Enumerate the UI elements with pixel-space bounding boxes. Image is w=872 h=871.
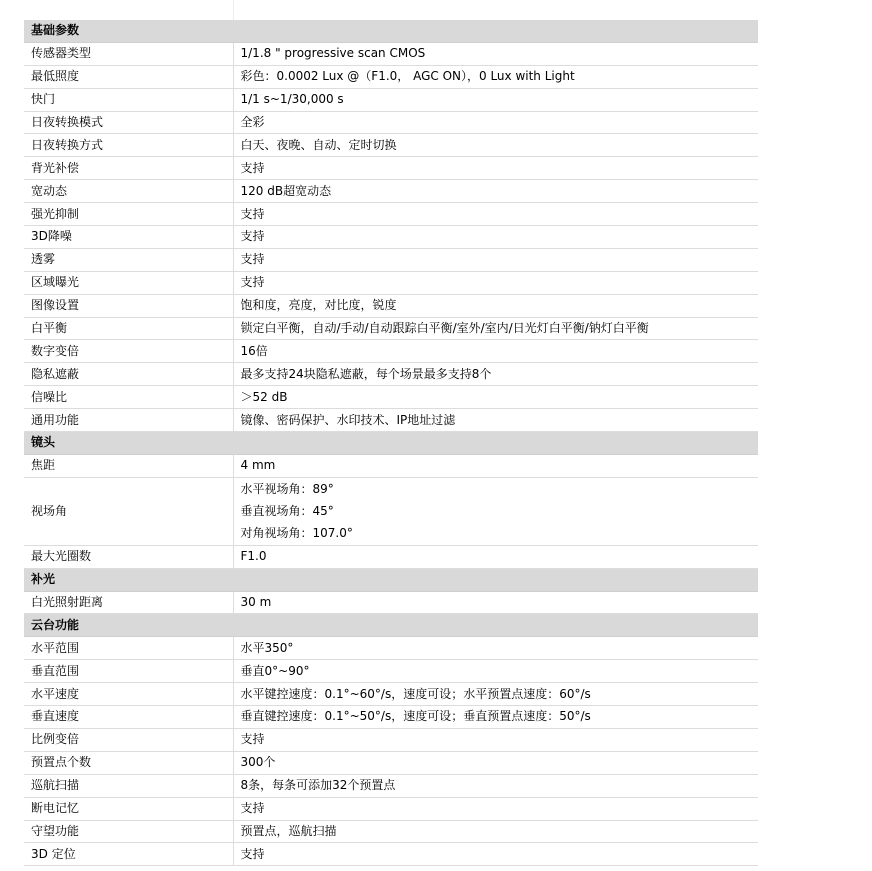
row-value: 支持 [233, 157, 758, 180]
row-value-multiline [233, 477, 758, 545]
row-value: 预置点，巡航扫描 [233, 820, 758, 843]
row-value: 4 mm [233, 454, 758, 477]
row-value: 16倍 [233, 340, 758, 363]
table-row [24, 728, 758, 751]
section-title: 镜头 [24, 432, 758, 455]
row-label: 隐私遮蔽 [24, 363, 233, 386]
table-row [24, 751, 758, 774]
table-row [24, 157, 758, 180]
row-label: 通用功能 [24, 409, 233, 432]
table-row [24, 294, 758, 317]
row-label: 传感器类型 [24, 42, 233, 65]
table-row [24, 363, 758, 386]
row-label: 水平速度 [24, 683, 233, 706]
table-row [24, 386, 758, 409]
row-value: 支持 [233, 248, 758, 271]
row-label: 快门 [24, 88, 233, 111]
row-value: 8条，每条可添加32个预置点 [233, 774, 758, 797]
row-value: 支持 [233, 797, 758, 820]
row-value: 支持 [233, 843, 758, 866]
row-label: 白光照射距离 [24, 591, 233, 614]
row-value: 垂直0°~90° [233, 660, 758, 683]
row-label: 守望功能 [24, 820, 233, 843]
table-row [24, 111, 758, 134]
section-title: 基础参数 [24, 20, 758, 42]
table-row [24, 271, 758, 294]
row-label: 视场角 [24, 477, 233, 545]
row-label: 预置点个数 [24, 751, 233, 774]
row-label: 垂直速度 [24, 706, 233, 729]
table-row [24, 797, 758, 820]
table-row [24, 774, 758, 797]
row-label: 断电记忆 [24, 797, 233, 820]
row-label: 强光抑制 [24, 203, 233, 226]
table-row [24, 637, 758, 660]
section-header-lens [24, 432, 758, 455]
table-row [24, 545, 758, 568]
table-row-multiline [24, 477, 758, 545]
row-value: 全彩 [233, 111, 758, 134]
row-value: 彩色：0.0002 Lux @（F1.0， AGC ON），0 Lux with Light [233, 65, 758, 88]
row-label: 透雾 [24, 248, 233, 271]
table-row [24, 226, 758, 249]
table-row [24, 706, 758, 729]
row-value-line: 水平视场角：89° [240, 481, 334, 496]
section-header-basic [24, 20, 758, 42]
table-row [24, 317, 758, 340]
row-value: F1.0 [233, 545, 758, 568]
table-row [24, 454, 758, 477]
table-row [24, 683, 758, 706]
row-value-line: 对角视场角：107.0° [240, 526, 353, 541]
row-label: 垂直范围 [24, 660, 233, 683]
table-row [24, 340, 758, 363]
row-label: 宽动态 [24, 180, 233, 203]
row-value: 1/1 s~1/30,000 s [233, 88, 758, 111]
table-row [24, 409, 758, 432]
table-row [24, 660, 758, 683]
row-value: 镜像、密码保护、水印技术、IP地址过滤 [233, 409, 758, 432]
table-row [24, 843, 758, 866]
row-value: 白天、夜晚、自动、定时切换 [233, 134, 758, 157]
section-title: 补光 [24, 568, 758, 591]
row-label: 数字变倍 [24, 340, 233, 363]
table-row [24, 180, 758, 203]
row-label: 3D 定位 [24, 843, 233, 866]
section-header-ptz [24, 614, 758, 637]
row-value: 支持 [233, 226, 758, 249]
table-row [24, 820, 758, 843]
table-row [24, 248, 758, 271]
row-label: 日夜转换方式 [24, 134, 233, 157]
table-row [24, 134, 758, 157]
row-label: 巡航扫描 [24, 774, 233, 797]
row-label: 最低照度 [24, 65, 233, 88]
row-value: 支持 [233, 728, 758, 751]
row-value: 120 dB超宽动态 [233, 180, 758, 203]
section-header-fill-light [24, 568, 758, 591]
row-label: 图像设置 [24, 294, 233, 317]
row-label: 水平范围 [24, 637, 233, 660]
row-value: 30 m [233, 591, 758, 614]
row-value-line: 垂直视场角：45° [240, 504, 334, 519]
row-label: 焦距 [24, 454, 233, 477]
table-row [24, 65, 758, 88]
row-value: 300个 [233, 751, 758, 774]
table-row [24, 88, 758, 111]
table-row [24, 203, 758, 226]
column-divider-top [233, 0, 234, 20]
row-value: 支持 [233, 271, 758, 294]
table-row [24, 591, 758, 614]
section-title: 云台功能 [24, 614, 758, 637]
row-label: 比例变倍 [24, 728, 233, 751]
row-label: 背光补偿 [24, 157, 233, 180]
row-value: 饱和度，亮度，对比度，锐度 [233, 294, 758, 317]
row-label: 日夜转换模式 [24, 111, 233, 134]
row-label: 3D降噪 [24, 226, 233, 249]
row-value: 水平350° [233, 637, 758, 660]
row-value: 锁定白平衡，自动/手动/自动跟踪白平衡/室外/室内/日光灯白平衡/钠灯白平衡 [233, 317, 758, 340]
row-value: 1/1.8 " progressive scan CMOS [233, 42, 758, 65]
table-row [24, 42, 758, 65]
row-label: 信噪比 [24, 386, 233, 409]
row-value: 最多支持24块隐私遮蔽，每个场景最多支持8个 [233, 363, 758, 386]
row-value: ＞52 dB [233, 386, 758, 409]
row-value: 垂直键控速度：0.1°~50°/s，速度可设；垂直预置点速度：50°/s [233, 706, 758, 729]
row-label: 最大光圈数 [24, 545, 233, 568]
row-label: 区域曝光 [24, 271, 233, 294]
spec-table [24, 20, 758, 866]
row-value: 支持 [233, 203, 758, 226]
spec-table-body [24, 20, 758, 866]
row-value: 水平键控速度：0.1°~60°/s，速度可设；水平预置点速度：60°/s [233, 683, 758, 706]
row-label: 白平衡 [24, 317, 233, 340]
